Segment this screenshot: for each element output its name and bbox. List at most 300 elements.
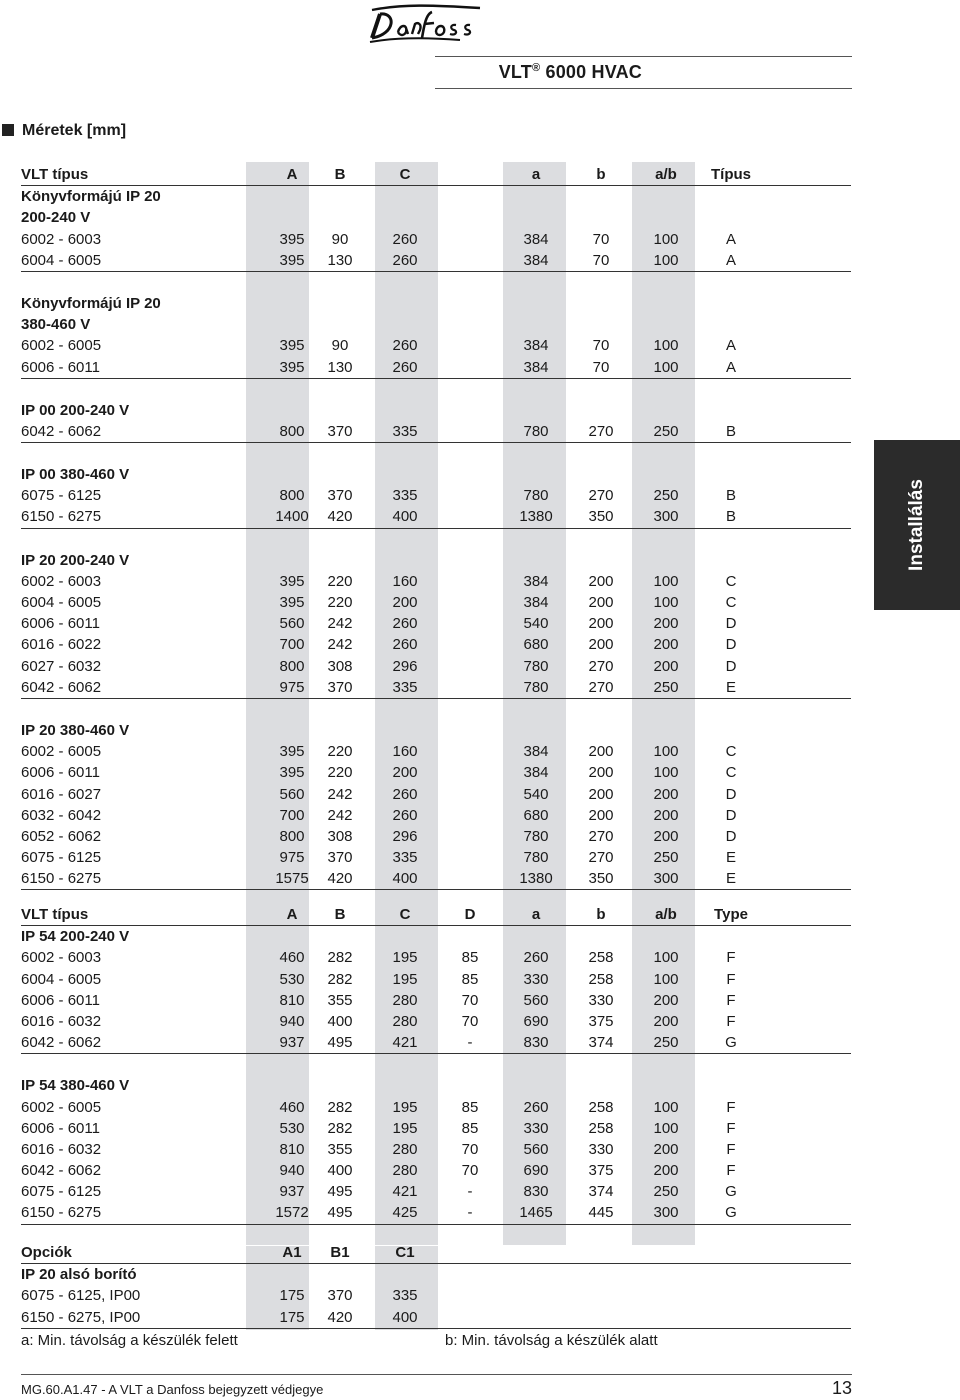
- table-row: [21, 741, 851, 762]
- row-spacer: [21, 443, 851, 464]
- options-table: [21, 1242, 851, 1329]
- cell: 830: [523, 1183, 549, 1201]
- group-title: [21, 1075, 851, 1096]
- cell: a: [531, 166, 541, 183]
- cell: 200: [392, 594, 418, 611]
- cell: 296: [392, 657, 418, 675]
- cell: 260: [523, 949, 549, 967]
- cell: 6002 - 6003: [21, 230, 102, 248]
- cell: 200: [392, 764, 418, 782]
- cell: 780: [523, 678, 549, 696]
- cell: IP 54 380-460 V: [21, 1077, 130, 1095]
- cell: 400: [392, 870, 418, 888]
- cell: 460: [279, 1098, 305, 1116]
- group-title: [21, 464, 851, 485]
- cell: 250: [653, 1034, 679, 1052]
- cell: 85: [461, 1098, 479, 1116]
- cell: 200: [588, 785, 614, 803]
- cell: 330: [588, 1140, 614, 1158]
- group-title: [21, 550, 851, 571]
- cell: 6004 - 6005: [21, 251, 102, 269]
- cell: F: [726, 1162, 736, 1180]
- cell: 375: [588, 1162, 614, 1180]
- cell: -: [467, 1034, 473, 1052]
- row-spacer: [21, 1054, 851, 1075]
- cell: 200: [588, 743, 614, 761]
- cell: 395: [279, 358, 305, 376]
- cell: 384: [523, 743, 549, 761]
- cell: VLT típus: [21, 906, 89, 923]
- table-row: [21, 868, 851, 890]
- cell: F: [726, 1119, 736, 1137]
- cell: A: [725, 358, 736, 376]
- table-row: [21, 1139, 851, 1160]
- cell: 495: [327, 1034, 353, 1052]
- cell: 540: [523, 785, 549, 803]
- cell: 335: [392, 678, 418, 696]
- cell: 160: [392, 572, 418, 590]
- cell: 258: [588, 1098, 614, 1116]
- cell: 6027 - 6032: [21, 657, 102, 675]
- cell: 1572: [275, 1204, 309, 1222]
- cell: 1380: [519, 870, 553, 888]
- cell: 6016 - 6022: [21, 636, 102, 654]
- cell: 330: [523, 970, 549, 988]
- cell: 384: [523, 764, 549, 782]
- cell: 70: [592, 337, 610, 355]
- cell: 780: [523, 657, 549, 675]
- cell: 200: [653, 615, 679, 633]
- cell: 220: [327, 572, 353, 590]
- cell: 384: [523, 337, 549, 355]
- cell: 375: [588, 1012, 614, 1030]
- cell: 250: [653, 1183, 679, 1201]
- cell: 6016 - 6032: [21, 1140, 102, 1158]
- cell: Könyvformájú IP 20: [21, 294, 161, 312]
- cell: 370: [327, 678, 353, 696]
- cell: 800: [279, 422, 305, 440]
- cell: A: [725, 251, 736, 269]
- cell: Opciók: [21, 1244, 72, 1261]
- cell: C: [725, 764, 737, 782]
- cell: 100: [653, 358, 679, 376]
- cell: 937: [279, 1034, 305, 1052]
- cell: 200: [653, 1140, 679, 1158]
- cell: 70: [461, 1012, 479, 1030]
- cell: 6002 - 6005: [21, 1098, 102, 1116]
- cell: 280: [392, 1162, 418, 1180]
- cell: F: [726, 1098, 736, 1116]
- cell: 70: [461, 1140, 479, 1158]
- cell: 560: [523, 991, 549, 1009]
- cell: 242: [327, 806, 353, 824]
- cell: G: [725, 1183, 737, 1201]
- cell: 100: [653, 251, 679, 269]
- table-row: [21, 229, 851, 250]
- table-row: [21, 1181, 851, 1202]
- cell: 195: [392, 1098, 418, 1116]
- cell: D: [725, 636, 737, 654]
- cell: 6006 - 6011: [21, 615, 100, 633]
- cell: Típus: [711, 166, 751, 183]
- cell: 690: [523, 1012, 549, 1030]
- cell: IP 00 380-460 V: [21, 466, 130, 484]
- cell: 100: [653, 594, 679, 611]
- cell: a: [531, 906, 541, 923]
- cell: 100: [653, 949, 679, 967]
- cell: 70: [461, 1162, 479, 1180]
- cell: 395: [279, 764, 305, 782]
- cell: F: [726, 991, 736, 1009]
- cell: 100: [653, 743, 679, 761]
- cell: A1: [282, 1244, 302, 1261]
- table-row: [21, 1202, 851, 1224]
- cell: 130: [327, 358, 353, 376]
- cell: 175: [279, 1287, 305, 1305]
- cell: a/b: [655, 906, 677, 923]
- cell: 6075 - 6125: [21, 1183, 102, 1201]
- cell: 6004 - 6005: [21, 594, 102, 611]
- cell: 540: [523, 615, 549, 633]
- cell: IP 54 200-240 V: [21, 928, 130, 946]
- cell: 200: [588, 594, 614, 611]
- cell: 100: [653, 230, 679, 248]
- cell: 420: [327, 508, 353, 526]
- cell: 395: [279, 230, 305, 248]
- cell: 260: [392, 337, 418, 355]
- cell: 200: [588, 615, 614, 633]
- cell: 560: [279, 615, 305, 633]
- cell: 282: [327, 1098, 353, 1116]
- cell: 400: [327, 1012, 353, 1030]
- cell: 200: [653, 785, 679, 803]
- cell: 220: [327, 764, 353, 782]
- table-row: [21, 784, 851, 805]
- cell: 6016 - 6027: [21, 785, 102, 803]
- cell: 335: [392, 487, 418, 505]
- cell: 296: [392, 827, 418, 845]
- cell: 6150 - 6275: [21, 870, 102, 888]
- cell: 258: [588, 949, 614, 967]
- side-tab: Installálás: [874, 440, 960, 610]
- cell: 100: [653, 337, 679, 355]
- cell: 374: [588, 1183, 614, 1201]
- cell: 1400: [275, 508, 309, 526]
- cell: 6075 - 6125: [21, 849, 102, 867]
- cell: 6006 - 6011: [21, 764, 100, 782]
- cell: 370: [327, 422, 353, 440]
- cell: 6004 - 6005: [21, 970, 102, 988]
- group-title: [21, 400, 851, 421]
- cell: E: [725, 678, 736, 696]
- cell: 420: [327, 870, 353, 888]
- cell: VLT típus: [21, 166, 89, 183]
- cell: 300: [653, 1204, 679, 1222]
- cell: 280: [392, 1012, 418, 1030]
- cell: 85: [461, 970, 479, 988]
- cell: 90: [331, 337, 349, 355]
- table-row: [21, 613, 851, 634]
- cell: 1380: [519, 508, 553, 526]
- cell: 975: [279, 678, 305, 696]
- cell: B1: [330, 1244, 350, 1261]
- cell: -: [467, 1183, 473, 1201]
- cell: 280: [392, 991, 418, 1009]
- cell: G: [725, 1034, 737, 1052]
- cell: 355: [327, 1140, 353, 1158]
- cell: 1575: [275, 870, 309, 888]
- cell: IP 20 alsó borító: [21, 1266, 137, 1284]
- cell: IP 00 200-240 V: [21, 401, 130, 419]
- cell: 6042 - 6062: [21, 1162, 102, 1180]
- cell: 6150 - 6275, IP00: [21, 1308, 141, 1326]
- cell: 420: [327, 1308, 353, 1326]
- table-row: [21, 506, 851, 528]
- cell: IP 20 200-240 V: [21, 551, 130, 569]
- footer-divider: [21, 1374, 852, 1375]
- cell: 100: [653, 970, 679, 988]
- cell: 130: [327, 251, 353, 269]
- cell: 200: [653, 991, 679, 1009]
- cell: 680: [523, 806, 549, 824]
- cell: 350: [588, 870, 614, 888]
- cell: 200: [653, 636, 679, 654]
- cell: 220: [327, 743, 353, 761]
- cell: 700: [279, 806, 305, 824]
- cell: 384: [523, 358, 549, 376]
- cell: 400: [392, 508, 418, 526]
- cell: 260: [392, 785, 418, 803]
- cell: D: [725, 657, 737, 675]
- cell: 6042 - 6062: [21, 1034, 102, 1052]
- cell: A: [725, 230, 736, 248]
- header-divider-bottom: [435, 88, 852, 89]
- cell: Type: [714, 906, 748, 923]
- cell: 200: [653, 806, 679, 824]
- cell: 335: [392, 422, 418, 440]
- table-row: [21, 826, 851, 847]
- cell: 260: [392, 358, 418, 376]
- cell: A: [725, 337, 736, 355]
- cell: 260: [392, 251, 418, 269]
- cell: F: [726, 949, 736, 967]
- cell: A: [286, 906, 298, 923]
- cell: A: [286, 166, 298, 183]
- cell: 200: [653, 827, 679, 845]
- cell: 195: [392, 949, 418, 967]
- table-row: [21, 656, 851, 677]
- cell: C1: [395, 1244, 415, 1261]
- cell: 1465: [519, 1204, 553, 1222]
- group-title: [21, 293, 851, 314]
- table-header: [21, 1242, 851, 1264]
- cell: B: [334, 166, 346, 183]
- table-header: [21, 904, 851, 926]
- cell: 6006 - 6011: [21, 1119, 100, 1137]
- table-row: [21, 421, 851, 443]
- cell: 940: [279, 1162, 305, 1180]
- cell: 384: [523, 594, 549, 611]
- cell: 308: [327, 657, 353, 675]
- section-title: Méretek [mm]: [2, 122, 126, 140]
- cell: 220: [327, 594, 353, 611]
- cell: 200: [653, 1012, 679, 1030]
- cell: 330: [588, 991, 614, 1009]
- cell: 100: [653, 1119, 679, 1137]
- cell: 335: [392, 1287, 418, 1305]
- cell: 70: [592, 251, 610, 269]
- cell: 780: [523, 827, 549, 845]
- cell: 242: [327, 785, 353, 803]
- table-row: [21, 1307, 851, 1329]
- cell: 560: [279, 785, 305, 803]
- cell: 560: [523, 1140, 549, 1158]
- cell: 530: [279, 1119, 305, 1137]
- cell: 100: [653, 572, 679, 590]
- cell: C: [725, 572, 737, 590]
- table-row: [21, 592, 851, 613]
- cell: 690: [523, 1162, 549, 1180]
- cell: 70: [592, 230, 610, 248]
- cell: 6075 - 6125: [21, 487, 102, 505]
- cell: B: [725, 422, 736, 440]
- cell: 195: [392, 970, 418, 988]
- cell: 300: [653, 508, 679, 526]
- table-row: [21, 1097, 851, 1118]
- cell: 300: [653, 870, 679, 888]
- cell: 800: [279, 827, 305, 845]
- cell: E: [725, 870, 736, 888]
- cell: 70: [592, 358, 610, 376]
- cell: 395: [279, 594, 305, 611]
- cell: 6002 - 6005: [21, 337, 102, 355]
- cell: 85: [461, 1119, 479, 1137]
- table-row: [21, 250, 851, 272]
- document-title: VLT® 6000 HVAC: [498, 62, 642, 82]
- cell: 335: [392, 849, 418, 867]
- cell: 680: [523, 636, 549, 654]
- cell: 282: [327, 1119, 353, 1137]
- cell: a/b: [655, 166, 677, 183]
- cell: Könyvformájú IP 20: [21, 188, 161, 206]
- cell: 282: [327, 949, 353, 967]
- group-title: [21, 186, 851, 207]
- cell: D: [725, 827, 737, 845]
- cell: 195: [392, 1119, 418, 1137]
- cell: 6002 - 6003: [21, 949, 102, 967]
- cell: 6052 - 6062: [21, 827, 102, 845]
- cell: 250: [653, 849, 679, 867]
- group-title: [21, 314, 851, 335]
- cell: 260: [523, 1098, 549, 1116]
- cell: 6042 - 6062: [21, 422, 102, 440]
- cell: 445: [588, 1204, 614, 1222]
- cell: 260: [392, 230, 418, 248]
- cell: 260: [392, 636, 418, 654]
- cell: 6006 - 6011: [21, 358, 100, 376]
- cell: 160: [392, 743, 418, 761]
- square-bullet-icon: [2, 124, 14, 136]
- cell: IP 20 380-460 V: [21, 721, 130, 739]
- cell: 384: [523, 572, 549, 590]
- cell: 6075 - 6125, IP00: [21, 1287, 141, 1305]
- cell: b: [596, 906, 606, 923]
- cell: 6002 - 6003: [21, 572, 102, 590]
- table-row: [21, 805, 851, 826]
- cell: 395: [279, 572, 305, 590]
- cell: 200: [588, 636, 614, 654]
- cell: 495: [327, 1204, 353, 1222]
- cell: 425: [392, 1204, 418, 1222]
- cell: 374: [588, 1034, 614, 1052]
- cell: 270: [588, 487, 614, 505]
- cell: F: [726, 1140, 736, 1158]
- table-row: [21, 1118, 851, 1139]
- cell: 282: [327, 970, 353, 988]
- cell: 780: [523, 422, 549, 440]
- cell: 400: [327, 1162, 353, 1180]
- cell: C: [399, 166, 411, 183]
- cell: 85: [461, 949, 479, 967]
- table-row: [21, 762, 851, 783]
- cell: 260: [392, 615, 418, 633]
- cell: 6016 - 6032: [21, 1012, 102, 1030]
- cell: B: [725, 487, 736, 505]
- cell: 400: [392, 1308, 418, 1326]
- cell: 6002 - 6005: [21, 743, 102, 761]
- cell: 270: [588, 827, 614, 845]
- cell: C: [725, 743, 737, 761]
- cell: 355: [327, 991, 353, 1009]
- cell: 780: [523, 849, 549, 867]
- table-row: [21, 1032, 851, 1054]
- cell: 395: [279, 251, 305, 269]
- cell: D: [725, 615, 737, 633]
- cell: 258: [588, 970, 614, 988]
- cell: C: [399, 906, 411, 923]
- table-row: [21, 335, 851, 356]
- cell: C: [725, 594, 737, 611]
- header-divider-top: [435, 56, 852, 57]
- cell: 242: [327, 636, 353, 654]
- table-row: [21, 947, 851, 968]
- cell: 6042 - 6062: [21, 678, 102, 696]
- cell: 200-240 V: [21, 209, 91, 227]
- cell: 175: [279, 1308, 305, 1326]
- cell: 700: [279, 636, 305, 654]
- cell: 200: [588, 764, 614, 782]
- table-row: [21, 847, 851, 868]
- group-title: [21, 207, 851, 228]
- group-title: [21, 1264, 851, 1285]
- table-row: [21, 1285, 851, 1306]
- table-row: [21, 990, 851, 1011]
- cell: 250: [653, 422, 679, 440]
- table-row: [21, 357, 851, 379]
- cell: D: [464, 906, 476, 923]
- cell: 280: [392, 1140, 418, 1158]
- cell: 460: [279, 949, 305, 967]
- cell: B: [334, 906, 346, 923]
- cell: 100: [653, 1098, 679, 1116]
- footer-code: MG.60.A1.47 - A VLT a Danfoss bejegyzett védjegye: [21, 1382, 324, 1397]
- cell: 421: [392, 1034, 418, 1052]
- row-spacer: [21, 272, 851, 293]
- row-spacer: [21, 379, 851, 400]
- cell: 200: [588, 572, 614, 590]
- cell: 421: [392, 1183, 418, 1201]
- cell: 270: [588, 849, 614, 867]
